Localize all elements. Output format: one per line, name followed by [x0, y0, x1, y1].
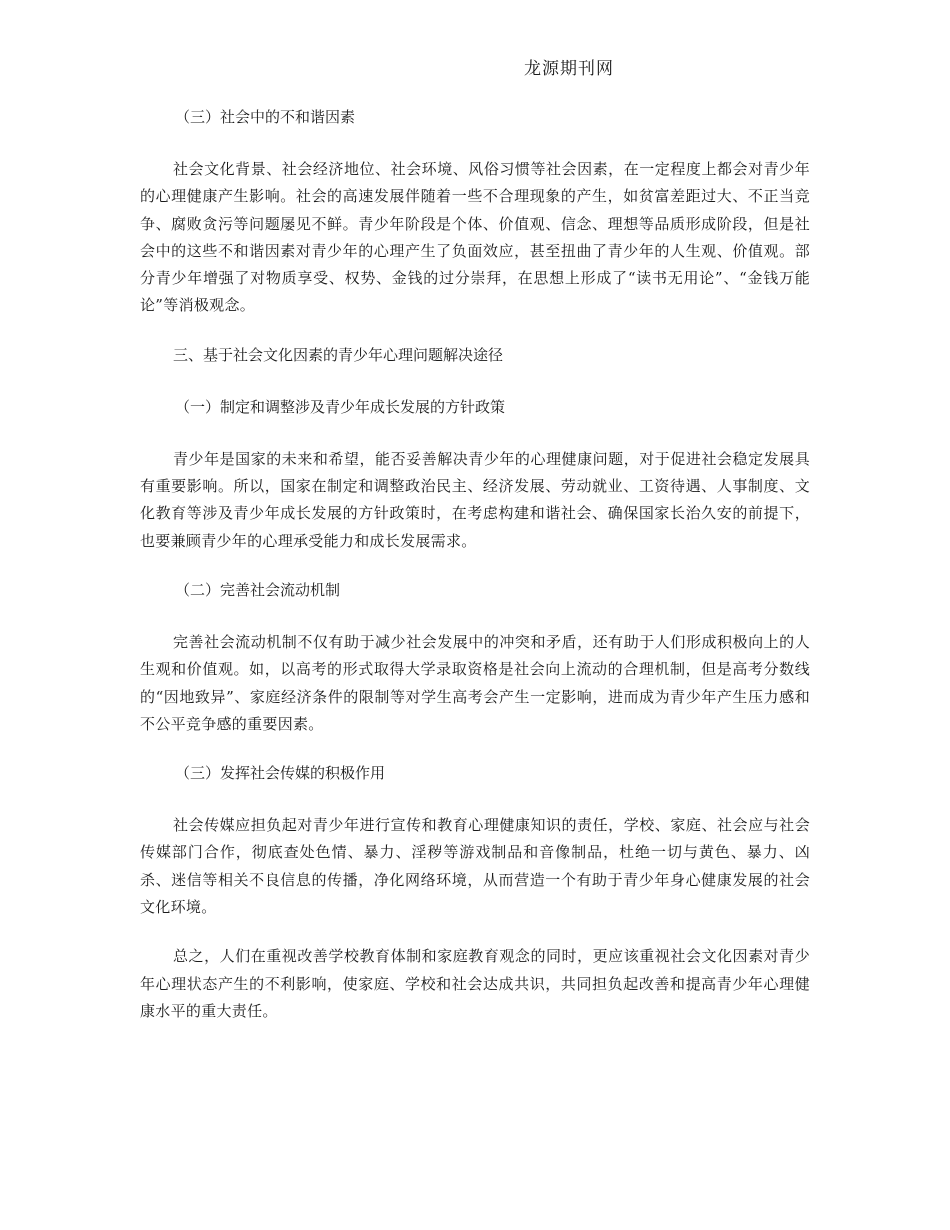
- paragraph-policy: 青少年是国家的未来和希望，能否妥善解决青少年的心理健康问题，对于促进社会稳定发展具有重要影响。所以，国家在制定和调整政治民主、经济发展、劳动就业、工资待遇、人事制度、文化教育等涉及青少年成长发展的方针政策时，在考虑构建和谐社会、确保国家长治久安的前提下，也要兼顾青少年的心理承受能力和成长发展需求。: [140, 449, 810, 550]
- site-header: 龙源期刊网: [524, 59, 614, 79]
- subsection-heading-mobility: （二）完善社会流动机制: [175, 580, 341, 599]
- subsection-heading-policy: （一）制定和调整涉及青少年成长发展的方针政策: [175, 397, 506, 416]
- paragraph-social-disharmony: 社会文化背景、社会经济地位、社会环境、风俗习惯等社会因素，在一定程度上都会对青少年的心理健康产生影响。社会的高速发展伴随着一些不合理现象的产生，如贫富差距过大、不正当竞争、腐败贪污等问题屡见不鲜。青少年阶段是个体、价值观、信念、理想等品质形成阶段，但是社会中的这些不和谐因素对青少年的心理产生了负面效应，甚至扭曲了青少年的人生观、价值观。部分青少年增强了对物质享受、权势、金钱的过分崇拜，在思想上形成了“读书无用论”、“金钱万能论”等消极观念。: [140, 160, 810, 315]
- paragraph-conclusion: 总之，人们在重视改善学校教育体制和家庭教育观念的同时，更应该重视社会文化因素对青少年心理状态产生的不利影响，使家庭、学校和社会达成共识，共同担负起改善和提高青少年心理健康水平的重大责任。: [140, 947, 810, 1020]
- article-body: [140, 104, 810, 1047]
- section-heading-social-disharmony: （三）社会中的不和谐因素: [175, 108, 356, 126]
- paragraph-media: 社会传媒应担负起对青少年进行宣传和教育心理健康知识的责任，学校、家庭、社会应与社会传媒部门合作，彻底查处色情、暴力、淫秽等游戏制品和音像制品，杜绝一切与黄色、暴力、凶杀、迷信等相关不良信息的传播，净化网络环境，从而营造一个有助于青少年身心健康发展的社会文化环境。: [140, 816, 810, 917]
- section-heading-solutions: 三、基于社会文化因素的青少年心理问题解决途径: [173, 345, 504, 364]
- subsection-heading-media: （三）发挥社会传媒的积极作用: [175, 764, 386, 783]
- paragraph-mobility: 完善社会流动机制不仅有助于减少社会发展中的冲突和矛盾，还有助于人们形成积极向上的人生观和价值观。如，以高考的形式取得大学录取资格是社会向上流动的合理机制，但是高考分数线的“因地致异”、家庭经济条件的限制等对学生高考会产生一定影响，进而成为青少年产生压力感和不公平竞争感的重要因素。: [140, 632, 810, 733]
